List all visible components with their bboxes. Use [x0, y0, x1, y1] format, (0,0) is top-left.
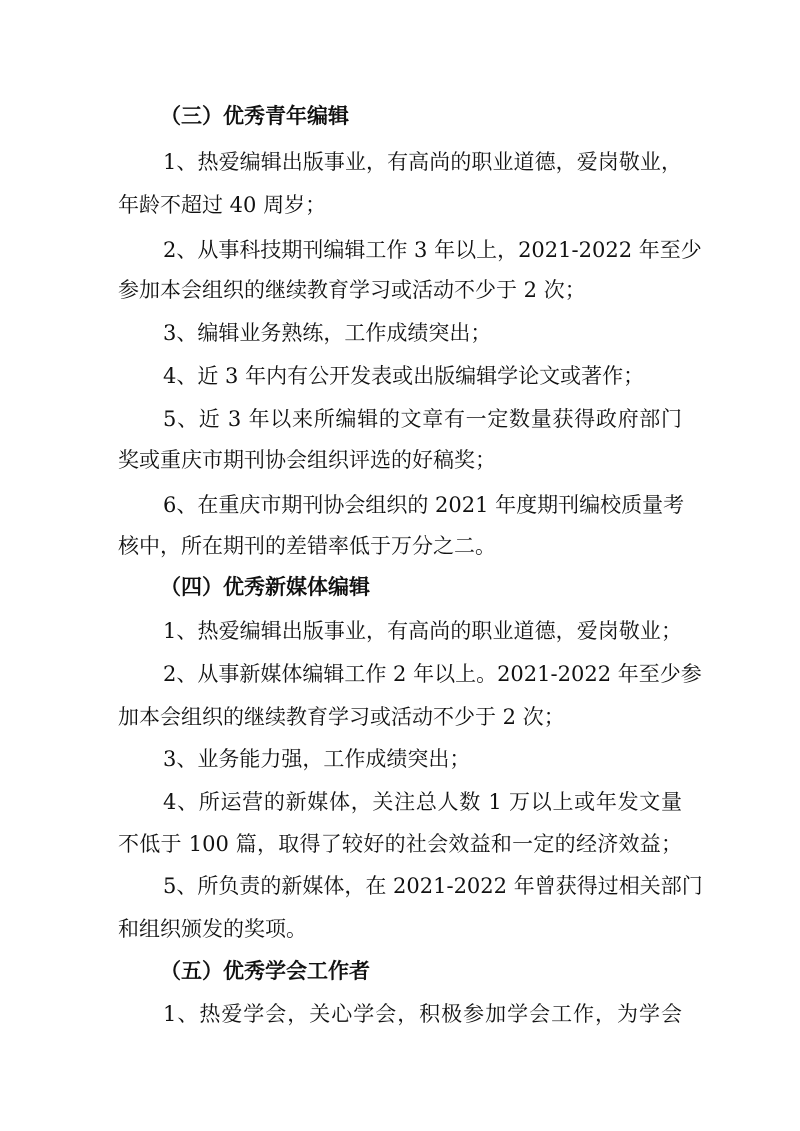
section-heading-5: （五）优秀学会工作者	[160, 958, 370, 983]
criterion-line: 奖或重庆市期刊协会组织评选的好稿奖；	[118, 448, 496, 472]
criterion-line: 4、所运营的新媒体，关注总人数 1 万以上或年发文量	[163, 790, 682, 814]
criterion-line: 和组织颁发的奖项。	[118, 917, 307, 941]
criterion-line: 2、从事新媒体编辑工作 2 年以上。2021-2022 年至少参	[163, 662, 702, 686]
criterion-line: 核中，所在期刊的差错率低于万分之二。	[118, 534, 496, 558]
section-heading-4: （四）优秀新媒体编辑	[160, 574, 370, 599]
section-heading-3: （三）优秀青年编辑	[160, 103, 349, 128]
criterion-line: 2、从事科技期刊编辑工作 3 年以上，2021-2022 年至少	[163, 238, 702, 262]
criterion-line: 6、在重庆市期刊协会组织的 2021 年度期刊编校质量考	[163, 493, 685, 517]
criterion-line: 不低于 100 篇，取得了较好的社会效益和一定的经济效益；	[118, 832, 682, 856]
criterion-line: 加本会组织的继续教育学习或活动不少于 2 次；	[118, 705, 565, 729]
criterion-line: 年龄不超过 40 周岁；	[118, 193, 327, 217]
criterion-line: 1、热爱编辑出版事业，有高尚的职业道德，爱岗敬业；	[163, 619, 682, 643]
criterion-line: 3、编辑业务熟练，工作成绩突出；	[163, 321, 492, 345]
criterion-line: 3、业务能力强，工作成绩突出；	[163, 747, 471, 771]
criterion-line: 参加本会组织的继续教育学习或活动不少于 2 次；	[118, 278, 586, 302]
criterion-line: 1、热爱学会，关心学会，积极参加学会工作，为学会	[163, 1002, 682, 1026]
criterion-line: 5、近 3 年以来所编辑的文章有一定数量获得政府部门	[163, 407, 682, 431]
criterion-line: 5、所负责的新媒体，在 2021-2022 年曾获得过相关部门	[163, 874, 703, 898]
criterion-line: 1、热爱编辑出版事业，有高尚的职业道德，爱岗敬业，	[163, 150, 682, 174]
criterion-line: 4、近 3 年内有公开发表或出版编辑学论文或著作；	[163, 364, 645, 388]
